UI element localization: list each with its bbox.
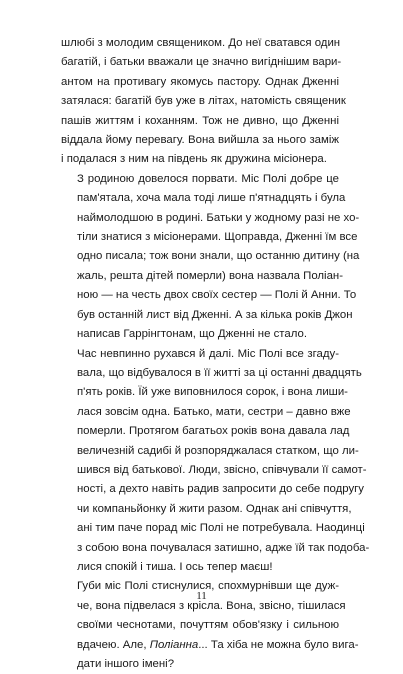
- text-line: шився від батькової. Люди, звісно, співчували її самот-: [77, 463, 367, 476]
- text-line: затялася: багатій був уже в літах, натомість священик: [61, 95, 346, 108]
- body-text: [61, 34, 370, 674]
- paragraph: [61, 170, 360, 345]
- text-line: був останній лист від Дженні. А за кілька років Джон: [77, 308, 353, 321]
- paragraph: [61, 34, 346, 170]
- text-line: віддала йому перевагу. Вона вийшла за нього заміж: [61, 134, 339, 147]
- text-line: чи компаньйонку й жити разом. Однак ані співчуття,: [77, 502, 352, 515]
- text-line: вдачею. Але, Поліанна... Та хіба не можна було вига-: [77, 638, 359, 651]
- text-line: тіли знатися з місіонерами. Щоправда, Дженні їм все: [77, 231, 358, 244]
- text-line: вала, що відбувалося в її житті за ці останні двадцять: [77, 366, 362, 379]
- text-line: Губи міс Полі стиснулися, спохмурнівши ще дуж-: [77, 580, 339, 593]
- paragraph: [61, 345, 370, 578]
- text-line: З родиною довелося порвати. Міс Полі добре це: [77, 172, 339, 185]
- text-line: лася зовсім одна. Батько, мати, сестри – давно вже: [77, 405, 351, 418]
- text-line: ною — на честь двох своїх сестер — Полі й Анни. То: [77, 289, 357, 302]
- text-line: написав Гаррінгтонам, що Дженні не стало.: [77, 328, 307, 341]
- text-line: одно писала; тож вони знали, що останню дитину (на: [77, 250, 360, 263]
- text-line: ані тим паче порад міс Полі не потребувала. Наодинці: [77, 522, 365, 535]
- text-line: пашів життям і коханням. Тож не дивно, що Дженні: [61, 114, 339, 127]
- text-line: че, вона підвелася з крісла. Вона, звісно, тішилася: [77, 599, 346, 612]
- text-line: з собою вона почувалася затишно, адже їй так подоба-: [77, 541, 370, 554]
- text-line: ності, а дехто навіть радив запросити до себе подругу: [77, 483, 364, 496]
- text-line: шлюбі з молодим священиком. До неї сватався один: [61, 37, 341, 49]
- text-line: пам'ятала, хоча мала тоді лише п'ятнадцять і була: [77, 192, 346, 205]
- text-line: і подалася з ним на південь як дружина місіонера.: [61, 153, 327, 166]
- text-line: величезній садибі й розпоряджалася статком, що ли-: [77, 444, 359, 457]
- text-line: антом на противагу якомусь пастору. Однак Дженні: [61, 75, 339, 88]
- text-line: померли. Протягом багатьох років вона давала лад: [77, 425, 350, 438]
- text-line: жаль, решта дітей померли) вона назвала Поліан-: [77, 269, 344, 282]
- text-line: багатій, і батьки вважали це значно вигіднішим вари-: [61, 56, 342, 69]
- text-line: лися спокій і тиша. І ось тепер маєш!: [77, 560, 273, 573]
- text-line: дати іншого імені?: [77, 658, 175, 670]
- text-line: Час невпинно рухався й далі. Міс Полі все згаду-: [77, 347, 339, 360]
- text-line: наймолодшою в родині. Батьки у жодному разі не хо-: [77, 211, 360, 224]
- page-number: 11: [196, 590, 207, 602]
- text-line: своїми чеснотами, почуттям обов'язку і сильною: [77, 619, 339, 632]
- text-line: п'ять років. Їй уже виповнилося сорок, і вона лиши-: [77, 386, 348, 399]
